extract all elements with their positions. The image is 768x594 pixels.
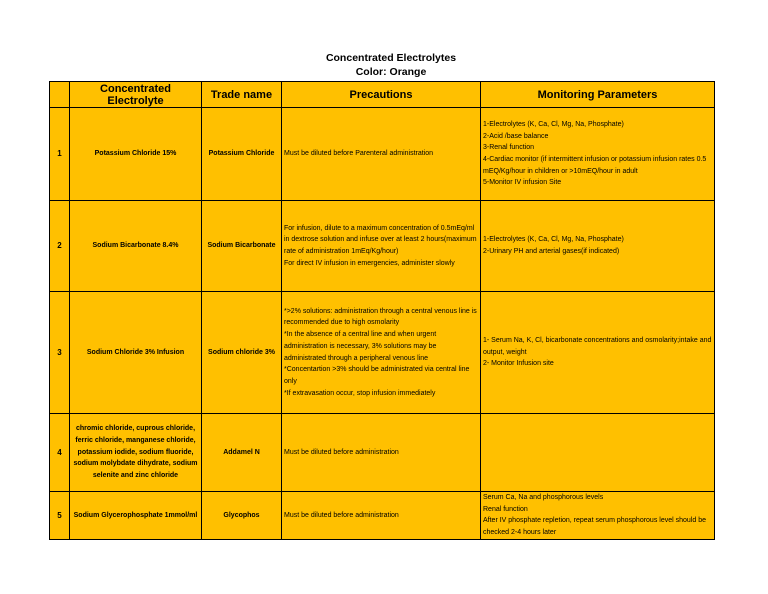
- monitoring-cell: [481, 108, 715, 201]
- electrolytes-table: [49, 81, 715, 540]
- electrolyte-name: Potassium Chloride 15%: [70, 108, 202, 201]
- monitoring-cell: [481, 201, 715, 292]
- table-row: [50, 292, 715, 414]
- monitoring-line: 1- Serum Na, K, Cl, bicarbonate concentrations and osmolarity;intake and output, weight: [483, 336, 712, 356]
- monitoring-line: 4-Cardiac monitor (if intermittent infusion or potassium infusion rates 0.5 mEQ/Kg/hour in children or >10mEQ/hour in adult: [483, 156, 707, 175]
- table-row: [50, 108, 715, 201]
- trade-name: Glycophos: [202, 492, 282, 540]
- row-number: 2: [50, 201, 70, 292]
- monitoring-line: Renal function: [483, 505, 528, 513]
- precaution-line: Must be diluted before administration: [284, 448, 399, 456]
- header-precautions: Precautions: [282, 82, 481, 108]
- table-row: [50, 414, 715, 492]
- header-electrolyte: Concentrated Electrolyte: [70, 82, 202, 108]
- trade-name: Potassium Chloride: [202, 108, 282, 201]
- monitoring-cell: [481, 492, 715, 540]
- precautions-cell: [282, 292, 481, 414]
- row-number: 3: [50, 292, 70, 414]
- precaution-line: *Concentartion >3% should be administrated via central line only: [284, 366, 470, 385]
- precaution-line: For infusion, dilute to a maximum concentration of 0.5mEq/ml in dextrose solution and infuse over at least 2 hours(maximum rate of administration 1mEq/Kg/hour): [284, 224, 477, 255]
- precaution-line: *In the absence of a central line and when urgent administration is necessary, 3% solutions may be administrated through a peripheral venous line: [284, 331, 437, 362]
- monitoring-line: 1-Electrolytes (K, Ca, Cl, Mg, Na, Phosphate): [483, 120, 624, 128]
- precautions-cell: [282, 108, 481, 201]
- monitoring-line: 2- Monitor Infusion site: [483, 360, 554, 368]
- row-number: 4: [50, 414, 70, 492]
- monitoring-line: Serum Ca, Na and phosphorous levels: [483, 494, 604, 501]
- precaution-line: Must be diluted before administration: [284, 511, 399, 519]
- precautions-cell: [282, 414, 481, 492]
- monitoring-line: 2-Urinary PH and arterial gases(if indicated): [483, 248, 620, 255]
- precautions-cell: [282, 201, 481, 292]
- electrolyte-name: Sodium Glycerophosphate 1mmol/ml: [70, 492, 202, 540]
- electrolyte-name: chromic chloride, cuprous chloride, ferric chloride, manganese chloride, potassium iodide, sodium fluoride, sodium molybdate dihydrate, sodium selenite and zinc chloride: [70, 414, 202, 492]
- monitoring-line: 5-Monitor IV infusion Site: [483, 179, 562, 187]
- header-number: [50, 82, 70, 108]
- trade-name: Addamel N: [202, 414, 282, 492]
- monitoring-cell: [481, 414, 715, 492]
- header-trade-name: Trade name: [202, 82, 282, 108]
- precaution-line: *>2% solutions: administration through a central venous line is recommended due to high osmolarity: [284, 307, 477, 327]
- header-monitoring: Monitoring Parameters: [481, 82, 715, 108]
- precaution-line: *If extravasation occur, stop infusion immediately: [284, 389, 436, 397]
- table-row: [50, 201, 715, 292]
- trade-name: Sodium Bicarbonate: [202, 201, 282, 292]
- document-title: Concentrated Electrolytes: [325, 52, 457, 64]
- row-number: 5: [50, 492, 70, 540]
- precautions-cell: [282, 492, 481, 540]
- table-header-row: [50, 82, 715, 108]
- precaution-line: Must be diluted before Parenteral administration: [284, 150, 434, 158]
- precaution-line: For direct IV infusion in emergencies, administer slowly: [284, 259, 455, 267]
- table-row: [50, 492, 715, 540]
- monitoring-line: After IV phosphate repletion, repeat serum phosphorous level should be checked 2-4 hours later: [483, 517, 706, 537]
- document-subtitle: Color: Orange: [355, 66, 427, 78]
- electrolyte-name: Sodium Bicarbonate 8.4%: [70, 201, 202, 292]
- trade-name: Sodium chloride 3%: [202, 292, 282, 414]
- row-number: 1: [50, 108, 70, 201]
- document-header: [0, 51, 768, 79]
- monitoring-line: 1-Electrolytes (K, Ca, Cl, Mg, Na, Phosphate): [483, 236, 624, 244]
- monitoring-line: 2-Acid /base balance: [483, 132, 549, 140]
- monitoring-cell: [481, 292, 715, 414]
- monitoring-line: 3-Renal function: [483, 144, 534, 152]
- electrolyte-name: Sodium Chloride 3% Infusion: [70, 292, 202, 414]
